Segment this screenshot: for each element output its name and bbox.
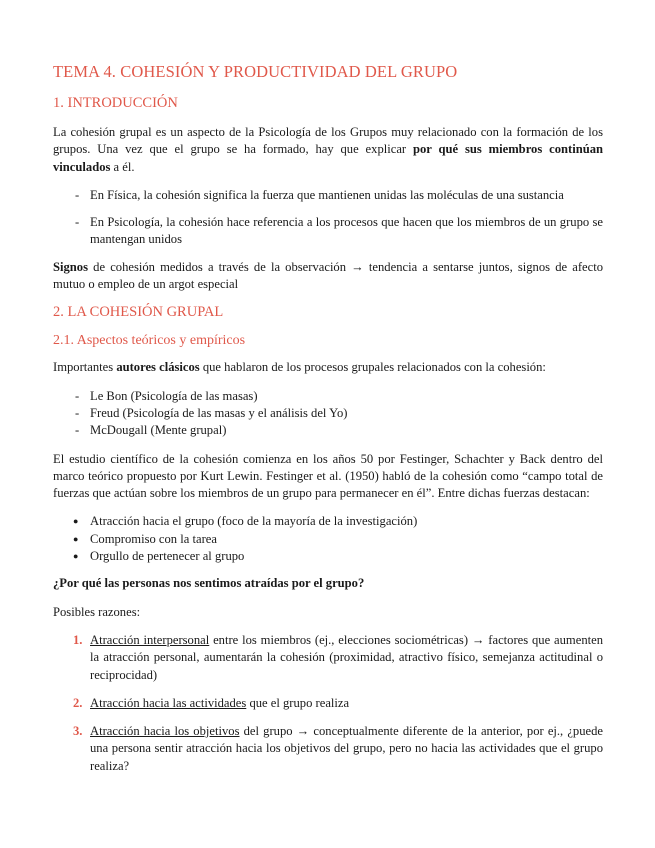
reason-underlined: Atracción hacia las actividades (90, 695, 247, 710)
document-title: TEMA 4. COHESIÓN Y PRODUCTIVIDAD DEL GRUPO (53, 62, 458, 81)
intro-text-2: a él. (110, 159, 135, 174)
reason-text: del grupo → conceptualmente diferente de la anterior, por ej., ¿puede una persona sentir atracción hacia los objetivos del grupo, pero no hacia las actividades que el grupo realiza? (90, 724, 603, 773)
list-item: - Freud (Psicología de las masas y el análisis del Yo) (53, 405, 603, 422)
reason-text: entre los miembros (ej., elecciones sociométricas) → factores que aumenten la atracción personal, aumentarán la cohesión (proximidad, atractivo físico, semejanza actitudinal o reciprocidad) (90, 632, 603, 682)
subsection-heading: 2.1. Aspectos teóricos y empíricos (53, 333, 246, 349)
intro-text-1: La cohesión grupal es un aspecto de la Psicología de los Grupos muy relacionado con la formación de los grupos. Una vez que el grupo se ha formado, hay que explicar (53, 125, 603, 157)
list-item: - McDougall (Mente grupal) (53, 422, 603, 439)
reason-underlined: Atracción hacia los objetivos (90, 724, 240, 739)
list-item: ● Orgullo de pertenecer al grupo (53, 548, 603, 565)
authors-list (53, 388, 603, 440)
forces-list (53, 513, 603, 565)
festinger-paragraph: El estudio científico de la cohesión comienza en los años 50 por Festinger, Schachter y Back dentro del marco teórico propuesto por Kurt Lewin. Festinger et al. (1950) habló de la cohesión como “campo total de fuerzas que actúan sobre los miembros de un grupo para permanecer en él”. Entre dichas fuerzas destacan: (53, 451, 603, 501)
question-text: ¿Por qué las personas nos sentimos atraídas por el grupo? (53, 576, 365, 591)
authors-text-1: Importantes (53, 360, 117, 375)
intro-text-bold: por qué sus miembros continúan vinculados (53, 142, 603, 174)
list-item-fisica: - En Física, la cohesión significa la fuerza que mantienen unidas las moléculas de una sustancia (53, 187, 603, 204)
page-content (53, 62, 603, 786)
signos-paragraph (53, 259, 603, 294)
reason-number: 2. (73, 695, 83, 710)
question-heading (53, 575, 603, 592)
section-heading-introduccion: 1. INTRODUCCIÓN (53, 95, 178, 111)
authors-intro-paragraph (53, 359, 603, 376)
authors-text-2: que hablaron de los procesos grupales relacionados con la cohesión: (199, 360, 546, 375)
reason-number: 3. (73, 724, 83, 739)
list-item: - Le Bon (Psicología de las masas) (53, 388, 603, 405)
signos-text: de cohesión medidos a través de la observación → tendencia a sentarse juntos, signos de afecto mutuo o empleo de un argot especial (53, 259, 603, 292)
list-item-psicologia: - En Psicología, la cohesión hace referencia a los procesos que hacen que los miembros de un grupo se mantengan unidos (53, 214, 603, 249)
section-heading-cohesion-grupal: 2. LA COHESIÓN GRUPAL (53, 304, 224, 321)
signos-bold: Signos (53, 259, 89, 274)
reason-number: 1. (73, 632, 83, 647)
list-item: ● Atracción hacia el grupo (foco de la mayoría de la investigación) (53, 513, 603, 530)
reason-item-2 (53, 695, 603, 712)
authors-bold: autores clásicos (116, 360, 200, 375)
reason-text: que el grupo realiza (246, 695, 350, 710)
definition-list (53, 187, 603, 249)
list-item: ● Compromiso con la tarea (53, 531, 603, 548)
reasons-label: Posibles razones: (53, 604, 141, 619)
reason-item-3 (53, 723, 603, 775)
reason-item-1 (53, 632, 603, 684)
reason-underlined: Atracción interpersonal (90, 632, 210, 647)
reasons-list (53, 632, 603, 775)
intro-paragraph (53, 124, 603, 176)
